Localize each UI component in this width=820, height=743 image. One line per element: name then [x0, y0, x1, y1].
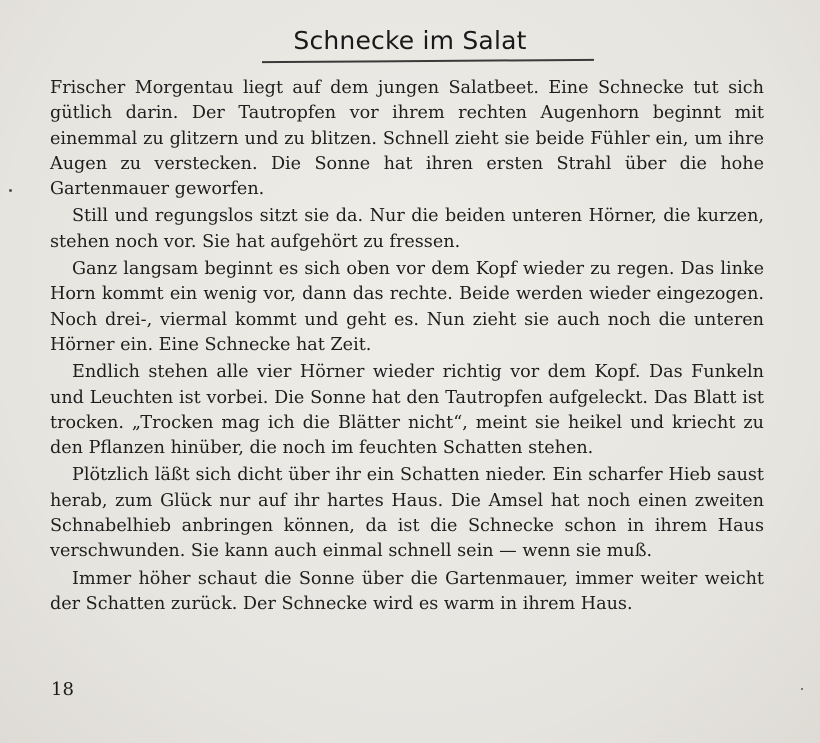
paragraph-3: Ganz langsam beginnt es sich oben vor dem Kopf wieder zu regen. Das linke Horn kommt ein wenig vor, dann das rechte. Beide werden wieder eingezogen. Noch drei-, viermal kommt und geht es. Nun zieht sie auch noch die unteren Hörner ein. Eine Schnecke hat Zeit.: [50, 259, 764, 355]
page-number: 18: [51, 679, 74, 700]
story-text: [50, 76, 764, 617]
paper-speck: [9, 189, 12, 192]
paper-speck: [801, 688, 803, 690]
paragraph-4: Endlich stehen alle vier Hörner wieder richtig vor dem Kopf. Das Funkeln und Leuchten ist vorbei. Die Sonne hat den Tautropfen aufgeleckt. Das Blatt ist trocken. „Trocken mag ich die Blätter nicht“, meint sie heikel und kriecht zu den Pflanzen hinüber, die noch im feuchten Schatten stehen.: [50, 362, 764, 459]
title-underline: [262, 59, 594, 63]
paragraph-5: Plötzlich läßt sich dicht über ihr ein Schatten nieder. Ein scharfer Hieb saust herab, zum Glück nur auf ihr hartes Haus. Die Amsel hat noch einen zweiten Schnabelhieb anbringen können, da ist die Schnecke schon in ihrem Haus verschwunden. Sie kann auch einmal schnell sein — wenn sie muß.: [50, 465, 764, 562]
paragraph-2: Still und regungslos sitzt sie da. Nur die beiden unteren Hörner, die kurzen, stehen noch vor. Sie hat aufgehört zu fressen.: [50, 206, 764, 252]
page-title: Schnecke im Salat: [293, 26, 527, 55]
paragraph-6: Immer höher schaut die Sonne über die Gartenmauer, immer weiter weicht der Schatten zurück. Der Schnecke wird es warm in ihrem Haus.: [50, 568, 764, 614]
paragraph-1: Frischer Morgentau liegt auf dem jungen Salatbeet. Eine Schnecke tut sich gütlich darin. Der Tautropfen vor ihrem rechten Augenhorn beginnt mit einemmal zu glitzern und zu blitzen. Schnell zieht sie beide Fühler ein, um ihre Augen zu verstecken. Die Sonne hat ihren ersten Strahl über die hohe Gartenmauer geworfen.: [50, 78, 764, 200]
